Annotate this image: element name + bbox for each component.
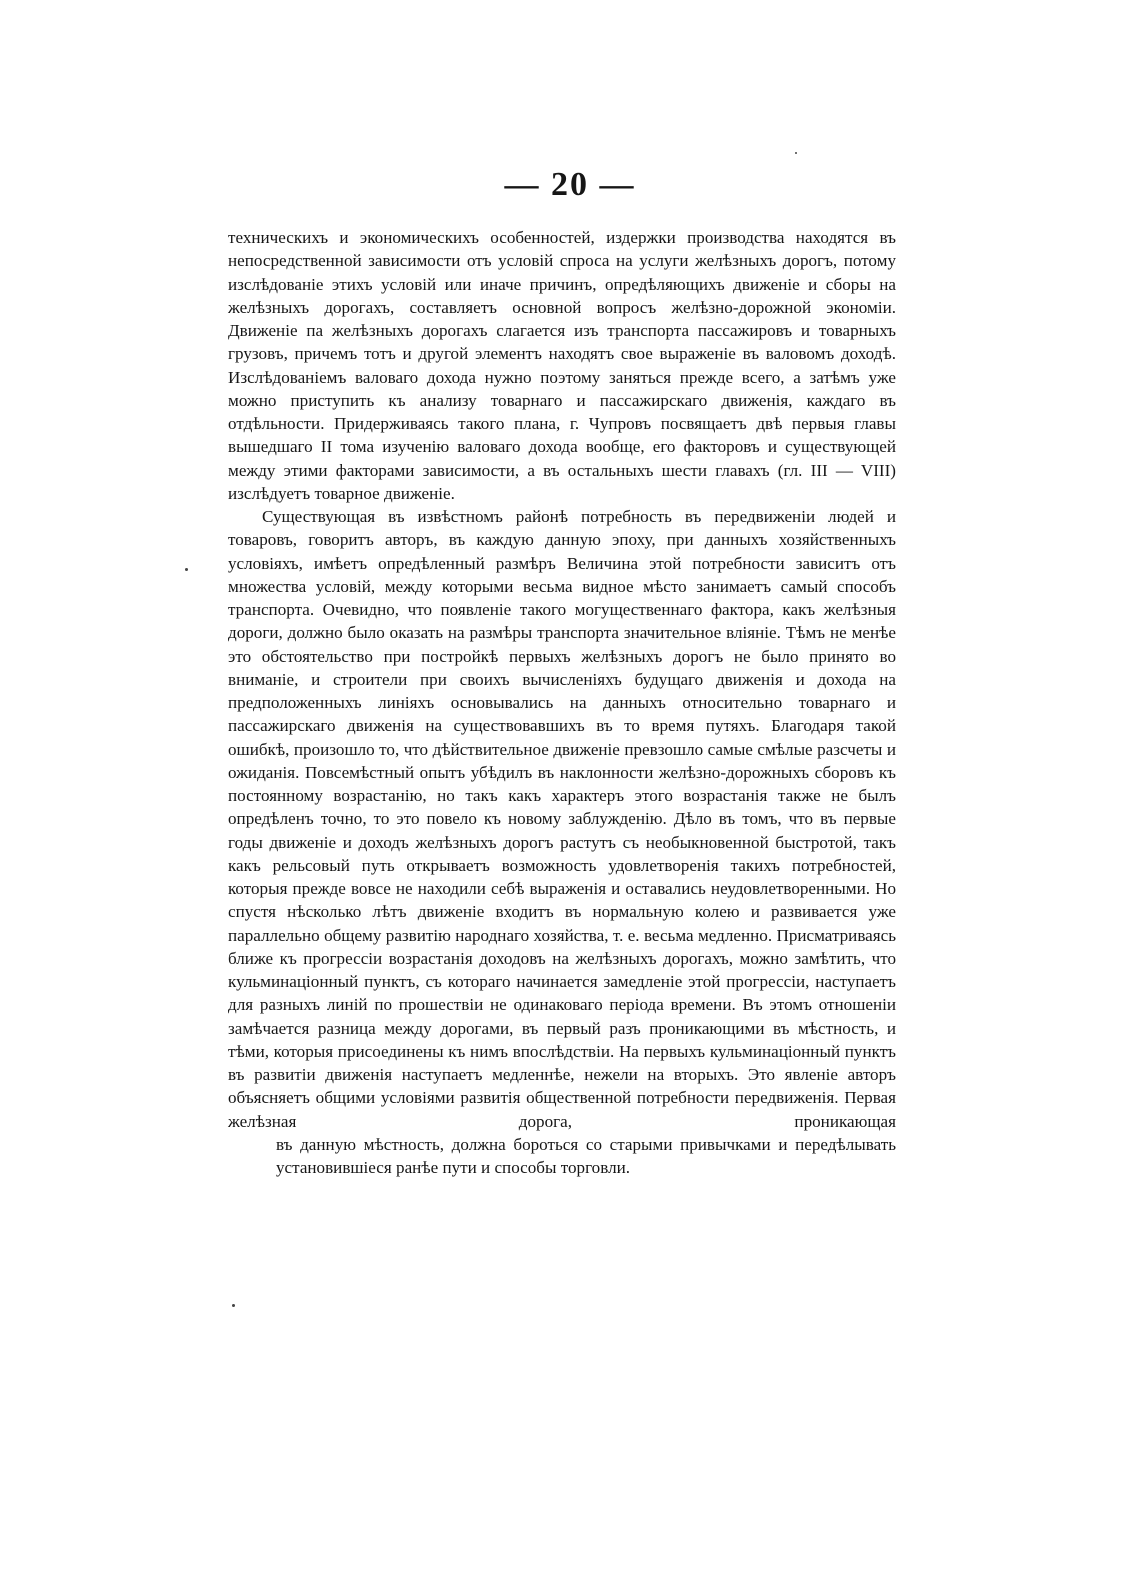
page-number: — 20 — bbox=[504, 166, 636, 203]
scan-speck bbox=[795, 152, 797, 154]
scan-speck bbox=[185, 568, 188, 571]
paragraph-2: Существующая въ извѣстномъ районѣ потребность въ передвиженіи людей и товаровъ, говоритъ авторъ, въ каждую данную эпоху, при данныхъ хозяйственныхъ условіяхъ, имѣетъ опредѣленный размѣръ Величина этой потребности зависитъ отъ множества условій, между которыми весьма видное мѣсто занимаетъ самый способъ транспорта. Очевидно, что появленіе такого могущественнаго фактора, какъ желѣзныя дороги, должно было оказать на размѣры транспорта значительное вліяніе. Тѣмъ не менѣе это обстоятельство при постройкѣ первыхъ желѣзныхъ дорогъ не было принято во вниманіе, и строители при своихъ вычисленіяхъ будущаго движенія и дохода на предположенныхъ линіяхъ основывались на данныхъ относительно товарнаго и пассажирскаго движенія на существовавшихъ въ то время путяхъ. Благодаря такой ошибкѣ, произошло то, что дѣйствительное движеніе превзошло самые смѣлые разсчеты и ожиданія. Повсемѣстный опытъ убѣдилъ въ наклонности желѣзно-дорожныхъ сборовъ къ постоянному возрастанію, но такъ какъ характеръ этого возрастанія также не былъ опредѣленъ точно, то это повело къ новому заблужденію. Дѣло въ томъ, что въ первые годы движеніе и доходъ желѣзныхъ дорогъ растутъ съ необыкновенной быстротой, такъ какъ рельсовый путь открываетъ возможность удовлетворенія такихъ потребностей, которыя прежде вовсе не находили себѣ выраженія и оставались неудовлетворенными. Но спустя нѣсколько лѣтъ движеніе входитъ въ нормальную колею и развивается уже параллельно общему развитію народнаго хозяйства, т. е. весьма медленно. Присматриваясь ближе къ прогрессіи возрастанія доходовъ на желѣзныхъ дорогахъ, можно замѣтить, что кульминаціонный пунктъ, съ котораго начинается замедленіе этой прогрессіи, наступаетъ для разныхъ линій по прошествіи не одинаковаго періода времени. Въ этомъ отношеніи замѣчается разница между дорогами, въ первый разъ проникающими въ мѣстность, и тѣми, которыя присоединены къ нимъ впослѣдствіи. На первыхъ кульминаціонный пунктъ въ развитіи движенія наступаетъ медленнѣе, нежели на вторыхъ. Это явленіе авторъ объясняетъ общими условіями развитія общественной потребности передвиженія. Первая желѣзная дорога, проникающая bbox=[228, 507, 896, 1131]
scan-speck bbox=[232, 1304, 235, 1307]
paragraph-1: техническихъ и экономическихъ особенностей, издержки производства находятся въ непосредственной зависимости отъ условій спроса на услуги желѣзныхъ дорогъ, потому изслѣдованіе этихъ условій или иначе причинъ, опредѣляющихъ движеніе и сборы на желѣзныхъ дорогахъ, составляетъ основной вопросъ желѣзно-дорожной экономіи. Движеніе па желѣзныхъ дорогахъ слагается изъ транспорта пассажировъ и товарныхъ грузовъ, причемъ тотъ и другой элементъ находятъ свое выраженіе въ валовомъ доходѣ. Изслѣдованіемъ валоваго дохода нужно поэтому заняться прежде всего, а затѣмъ уже можно приступить къ анализу товарнаго и пассажирскаго движенія, каждаго въ отдѣльности. Придерживаясь такого плана, г. Чупровъ посвящаетъ двѣ первыя главы вышедшаго II тома изученію валоваго дохода вообще, его факторовъ и существующей между этими факторами зависимости, а въ остальныхъ шести главахъ (гл. III — VIII) изслѣдуетъ товарное движеніе. bbox=[228, 228, 896, 503]
paragraph-3: въ данную мѣстность, должна бороться со старыми привычками и передѣлывать установившіеся ранѣе пути и способы торговли. bbox=[276, 1134, 896, 1177]
page-body bbox=[228, 226, 896, 1179]
